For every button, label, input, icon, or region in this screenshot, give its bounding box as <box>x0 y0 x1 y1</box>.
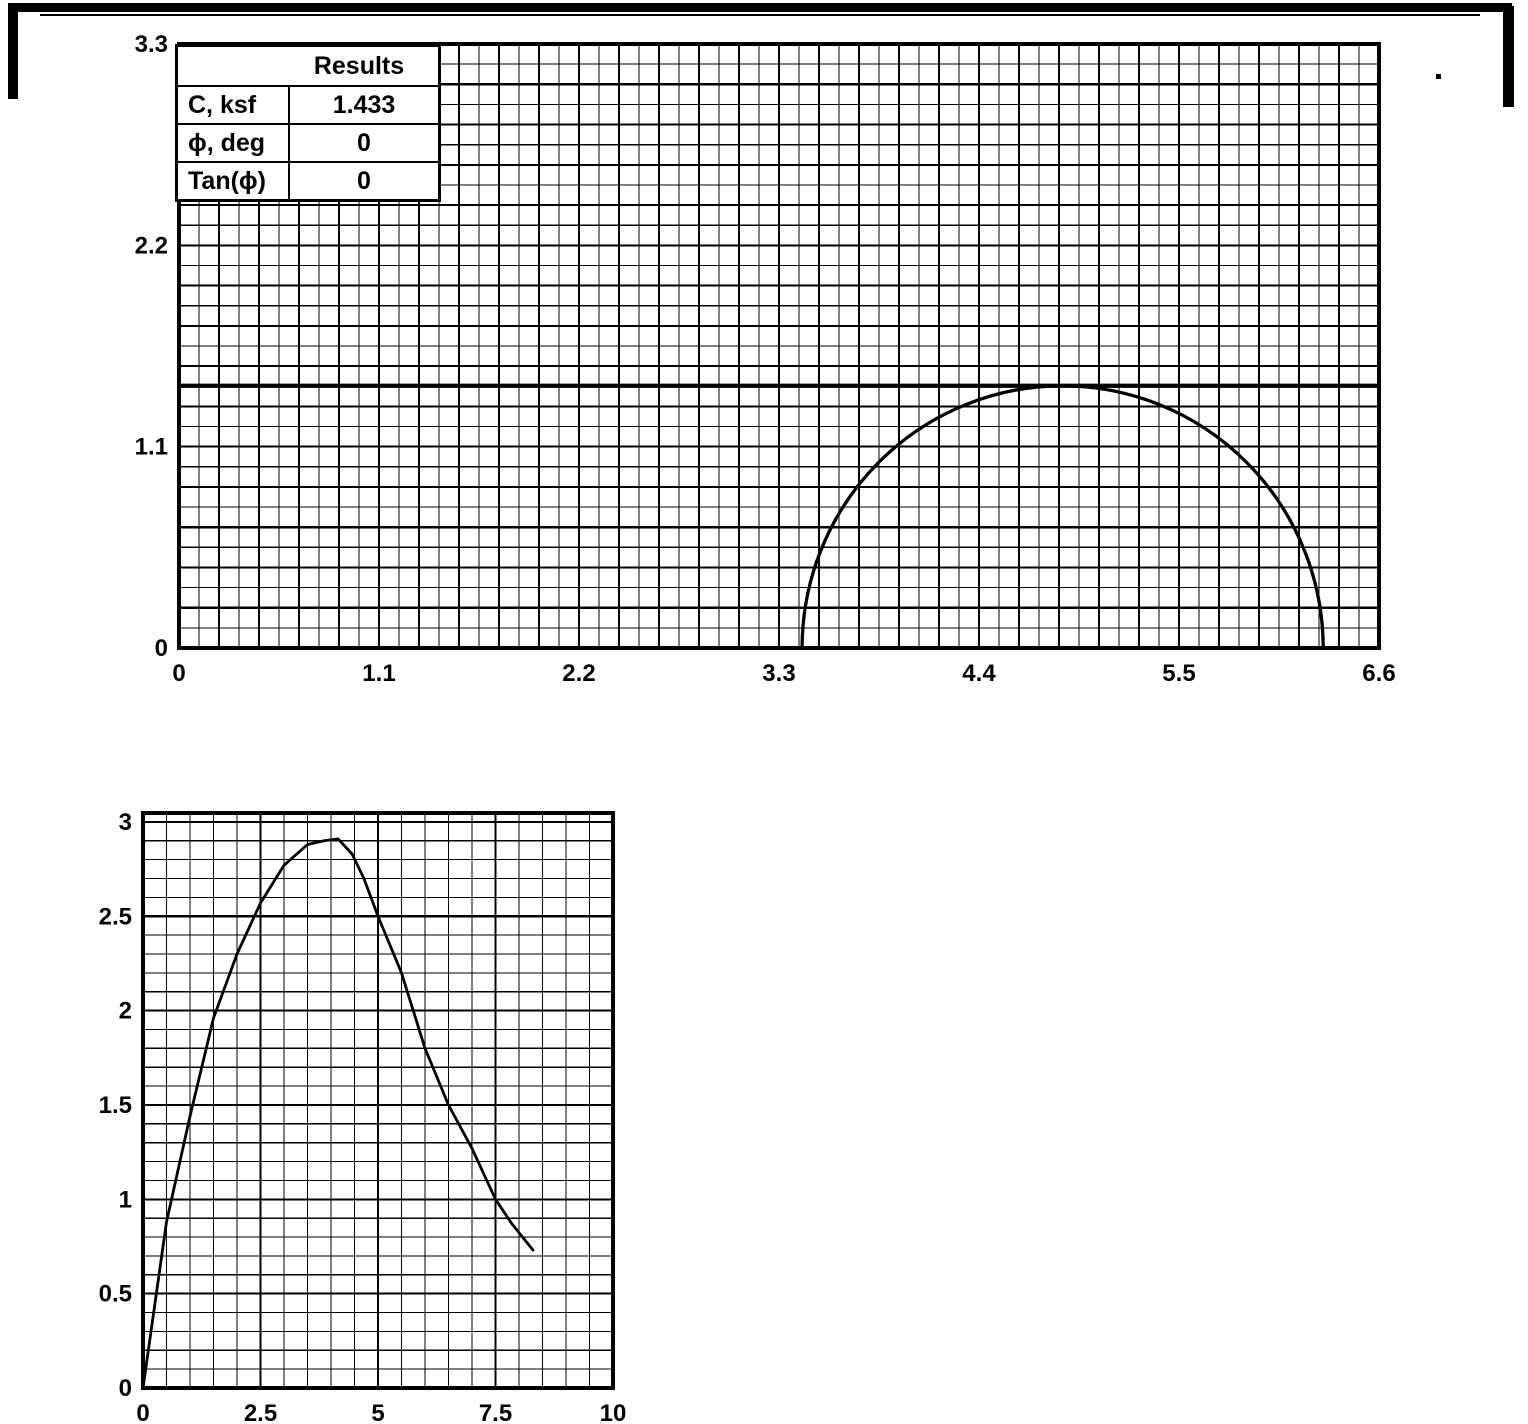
x-tick-label: 4.4 <box>962 660 996 687</box>
phi-value: 0 <box>289 124 440 162</box>
table-row <box>177 86 440 124</box>
y-tick-label: 1.5 <box>98 1091 132 1119</box>
y-tick-label: 1 <box>118 1186 132 1214</box>
y-tick-label: 0.5 <box>98 1280 132 1308</box>
y-tick-label: 2.2 <box>134 232 168 260</box>
y-tick-label: 1.1 <box>134 433 168 461</box>
table-row <box>177 46 440 87</box>
scan-artifact-top-line <box>40 14 1480 16</box>
x-tick-label: 10 <box>599 1400 627 1424</box>
stress-strain-curve <box>143 839 533 1388</box>
y-tick-label: 3 <box>118 808 132 836</box>
stress-strain-chart <box>60 795 675 1424</box>
scan-artifact-top-bar <box>10 3 1512 12</box>
phi-label: ϕ, deg <box>177 124 290 162</box>
x-tick-label: 6.6 <box>1362 660 1396 687</box>
x-tick-label: 7.5 <box>478 1400 513 1424</box>
y-tick-label: 0 <box>154 635 168 662</box>
x-tick-label: 2.5 <box>243 1400 278 1424</box>
y-tick-label: 3.3 <box>134 31 168 59</box>
tan-phi-value: 0 <box>289 162 440 201</box>
scan-artifact-right-corner <box>1503 6 1514 107</box>
cohesion-label: C, ksf <box>177 86 290 124</box>
y-tick-label: 2 <box>118 997 132 1025</box>
scan-artifact-left-corner <box>8 3 18 99</box>
results-table-header: Results <box>177 46 440 87</box>
x-tick-label: 1.1 <box>362 660 396 687</box>
x-tick-label: 5 <box>371 1400 385 1424</box>
table-row <box>177 124 440 162</box>
y-tick-label: 0 <box>118 1375 132 1402</box>
x-tick-label: 5.5 <box>1162 660 1196 687</box>
tan-phi-label: Tan(ϕ) <box>177 162 290 201</box>
x-tick-label: 0 <box>172 660 186 687</box>
x-tick-label: 2.2 <box>562 660 596 687</box>
x-tick-label: 0 <box>136 1400 150 1424</box>
grid <box>143 813 613 1388</box>
cohesion-value: 1.433 <box>289 86 440 124</box>
table-row <box>177 162 440 201</box>
x-tick-label: 3.3 <box>762 660 796 687</box>
results-table <box>175 44 441 202</box>
y-tick-label: 2.5 <box>98 903 132 931</box>
